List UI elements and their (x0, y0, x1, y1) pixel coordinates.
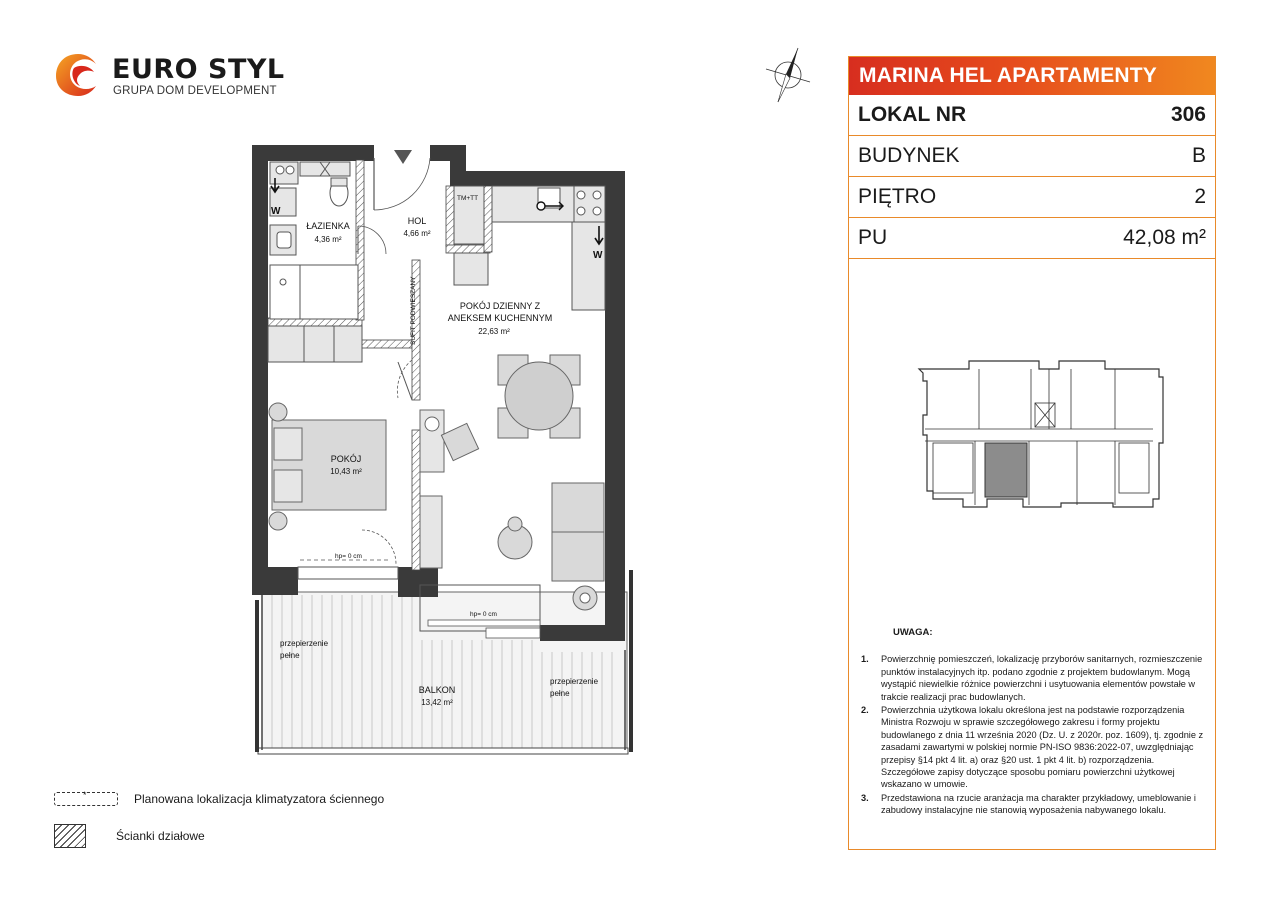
hatch-symbol (54, 824, 86, 848)
wardrobe (268, 326, 362, 362)
hall-area: 4,66 m² (403, 229, 431, 238)
kitchen-w-mark: W (593, 250, 603, 261)
project-title: MARINA HEL APARTAMENTY (849, 57, 1215, 95)
brand-name: EURO STYL (112, 54, 285, 85)
hall-name: HOL (407, 216, 427, 226)
note-item (861, 792, 1205, 817)
info-value: 306 (1170, 103, 1206, 126)
kitchen-tm-tt: TM+TT (457, 195, 479, 202)
partition-right-line1: przepierzenie (550, 677, 599, 686)
living-room-name-line1: POKÓJ DZIENNY Z (459, 301, 541, 311)
suspended-ceiling-note: SUFIT PODWIESZANY (410, 276, 417, 345)
living-hp-note: hp= 0 cm (470, 611, 497, 618)
building-floor-thumbnail (909, 355, 1169, 519)
bathroom-area: 4,36 m² (314, 235, 342, 244)
note-item (861, 653, 1205, 703)
dining-table (498, 355, 580, 438)
legend-partition-label: Ścianki działowe (116, 829, 205, 843)
info-row-building (849, 136, 1215, 177)
info-row-unit (849, 95, 1215, 136)
euro-styl-logo-icon (54, 52, 102, 98)
highlighted-unit (985, 443, 1027, 497)
note-number: 1. (861, 654, 869, 665)
info-label: PIĘTRO (858, 185, 937, 208)
info-label: BUDYNEK (858, 144, 960, 167)
notes-section (849, 627, 1217, 818)
legend-ac (54, 792, 384, 806)
floor-plan (250, 140, 640, 765)
partition-left-line1: przepierzenie (280, 639, 329, 648)
info-value: B (1191, 144, 1206, 167)
unit-info-panel (848, 56, 1216, 850)
legend-ac-label: Planowana lokalizacja klimatyzatora ściennego (134, 792, 385, 806)
bedroom-name: POKÓJ (330, 454, 362, 464)
living-room-area: 22,63 m² (478, 327, 510, 336)
partition-right-line2: pełne (550, 689, 570, 698)
info-row-floor (849, 177, 1215, 218)
brand-tagline: GRUPA DOM DEVELOPMENT (113, 85, 277, 97)
note-text: Powierzchnię pomieszczeń, lokalizację przyborów sanitarnych, rozmieszczenie punktów instalacyjnych itp. podano zgodnie z projektem budowlanym. Mogą wystąpić niewielkie różnice powierzchni i usytuowania elementów powstałe w trakcie realizacji prac budowlanych. (881, 654, 1203, 702)
info-value: 2 (1194, 185, 1206, 208)
notes-title: UWAGA: (893, 627, 933, 638)
partition-left-line2: pełne (280, 651, 300, 660)
bedroom-area: 10,43 m² (330, 467, 362, 476)
info-label: PU (858, 226, 888, 249)
balcony-name: BALKON (418, 685, 456, 695)
info-value: 42,08 m² (1123, 226, 1206, 249)
company-logo (54, 52, 314, 100)
air-conditioner-symbol (54, 792, 118, 806)
info-label: LOKAL NR (858, 103, 967, 126)
north-arrow-icon (760, 44, 816, 106)
balcony-area: 13,42 m² (421, 698, 453, 707)
bathroom-w-mark: W (271, 206, 281, 217)
note-number: 2. (861, 705, 869, 716)
note-text: Przedstawiona na rzucie aranżacja ma charakter przykładowy, umeblowanie i zabudowy instalacyjne nie stanowią wyposażenia nabywanego lokalu. (881, 792, 1196, 816)
legend-partition (54, 824, 205, 848)
bedroom-hp-note: hp= 0 cm (335, 553, 362, 560)
note-item (861, 704, 1205, 791)
note-number: 3. (861, 792, 869, 803)
ac-symbol-mark: * (83, 790, 87, 800)
bathroom-name: ŁAZIENKA (306, 221, 350, 231)
note-text: Powierzchnia użytkowa lokalu określona jest na podstawie rozporządzenia Ministra Rozwoju w sprawie szczegółowego zakresu i formy projektu budowlanego z dnia 11 września 2020 (Dz. U. z 2020r. poz. 1609), tj. zgodnie z zasadami zawartymi w polskiej normie PN-ISO 9836:2022-07, uwzględniając przepisy §14 pkt 4 lit. a) oraz §20 ust. 1 pkt 4 lit. b) rozporządzenia. Szczegółowe zapisy dotyczące sposobu pomiaru powierzchni użytkowej wskazano w umowie. (881, 705, 1204, 790)
living-room-name-line2: ANEKSEM KUCHENNYM (447, 313, 553, 323)
info-row-area (849, 218, 1215, 259)
